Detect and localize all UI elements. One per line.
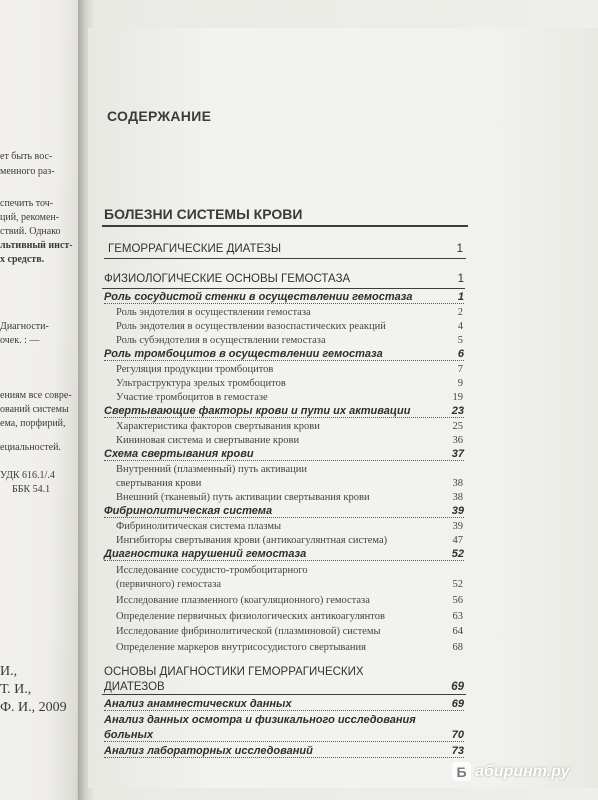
toc-entry-anamnesis-analysis (104, 696, 464, 710)
left-text-13: ециальностей. (0, 442, 61, 453)
toc-rule (102, 694, 466, 695)
toc-entry-page: 1 (457, 273, 464, 285)
toc-entry-page: 52 (452, 579, 463, 590)
toc-entry-text: Внутренний (плазменный) путь активации (116, 464, 307, 475)
toc-entry-text: больных (104, 729, 154, 741)
toc-entry-text: Регуляция продукции тромбоцитов (116, 364, 274, 375)
left-text-8: Диагности- (0, 321, 49, 332)
toc-entry-primary-anticoagulants (116, 608, 463, 622)
toc-entry-intrinsic-pathway (116, 461, 463, 475)
toc-entry-page: 73 (451, 745, 464, 757)
toc-entry-page: 6 (457, 348, 464, 360)
toc-entry-text: Характеристика факторов свертывания крови (116, 421, 320, 432)
toc-entry-page: 37 (451, 448, 464, 460)
toc-entry-page: 38 (452, 492, 463, 503)
left-text-11: ований системы (0, 404, 69, 415)
toc-entry-page: 19 (452, 392, 463, 403)
toc-entry-subendothelium (116, 332, 463, 346)
toc-entry-text: (первичного) гемостаза (116, 579, 221, 590)
toc-entry-text: Внешний (тканевый) путь активации свертывания крови (116, 492, 370, 503)
toc-entry-hemorrhagic-diatheses (108, 241, 463, 255)
toc-entry-platelet-ultrastructure (116, 375, 463, 389)
toc-entry-page: 5 (457, 335, 463, 346)
toc-dotted-rule (104, 757, 464, 758)
toc-entry-text: Ультраструктура зрелых тромбоцитов (116, 378, 286, 389)
left-text-9: очек. : — (0, 335, 40, 346)
toc-entry-exam-analysis-cont (104, 727, 464, 741)
toc-entry-diagnostics-basics-cont (104, 679, 464, 693)
section-rule (102, 225, 468, 227)
toc-entry-page: 9 (457, 378, 463, 389)
toc-entry-page: 47 (452, 535, 463, 546)
toc-entry-text: ОСНОВЫ ДИАГНОСТИКИ ГЕМОРРАГИЧЕСКИХ (104, 666, 364, 678)
toc-entry-text: свертывания крови (116, 478, 202, 489)
left-text-4: ций, рекомен- (0, 212, 60, 223)
toc-entry-page: 4 (457, 321, 463, 332)
toc-entry-endothelium-vasospastic (116, 318, 463, 332)
toc-entry-vascular-wall (104, 289, 464, 303)
toc-entry-text: Кининовая система и свертывание крови (116, 435, 300, 446)
toc-entry-plasma-hemostasis-study (116, 592, 463, 606)
toc-entry-page: 69 (451, 698, 464, 710)
toc-entry-text: Ингибиторы свертывания крови (антикоагулянтная система) (116, 535, 388, 546)
toc-entry-page: 63 (452, 611, 463, 622)
toc-entry-anticoagulant-system (116, 532, 463, 546)
toc-entry-text: Роль субэндотелия в осуществлении гемостаза (116, 335, 326, 346)
toc-entry-text: Анализ анамнестических данных (104, 698, 292, 710)
labirint-logo-text: абиринт.ру (475, 762, 570, 780)
toc-entry-text: Схема свертывания крови (104, 448, 254, 460)
toc-entry-clotting-factors (104, 403, 464, 417)
left-text-10: ениям все совре- (0, 390, 72, 401)
contents-title: СОДЕРЖАНИЕ (107, 108, 212, 124)
toc-entry-page: 52 (451, 548, 464, 560)
left-text-6: льтивный инст- (0, 240, 73, 251)
toc-entry-intrinsic-pathway-cont (116, 475, 463, 489)
left-text-7: х средств. (0, 254, 45, 265)
toc-rule (104, 258, 466, 259)
toc-entry-text: Роль сосудистой стенки в осуществлении гемостаза (104, 291, 413, 303)
toc-entry-page: 70 (451, 729, 464, 741)
toc-entry-text: Роль тромбоцитов в осуществлении гемостаза (104, 348, 383, 360)
toc-entry-text: ФИЗИОЛОГИЧЕСКИЕ ОСНОВЫ ГЕМОСТАЗА (104, 273, 351, 285)
toc-entry-text: Исследование плазменного (коагуляционного) гемостаза (116, 595, 370, 606)
toc-entry-factor-characteristics (116, 418, 463, 432)
toc-entry-text: Фибринолитическая система (104, 505, 273, 517)
toc-entry-platelet-participation (116, 389, 463, 403)
toc-entry-extrinsic-pathway (116, 489, 463, 503)
toc-entry-page: 39 (452, 521, 463, 532)
left-text-18: Ф. И., 2009 (0, 700, 67, 715)
toc-entry-page: 56 (452, 595, 463, 606)
left-text-1: ет быть вос- (0, 151, 53, 162)
toc-entry-text: Роль эндотелия в осуществлении вазоспастических реакций (116, 321, 386, 332)
left-text-16: И., (0, 664, 18, 679)
toc-entry-text: Определение маркеров внутрисосудистого свертывания (116, 642, 366, 653)
toc-entry-intravascular-markers (116, 639, 463, 653)
section-title: БОЛЕЗНИ СИСТЕМЫ КРОВИ (104, 206, 303, 222)
toc-entry-diagnostics-basics (104, 664, 464, 678)
toc-entry-page: 7 (457, 364, 463, 375)
toc-dotted-rule (104, 710, 464, 711)
toc-entry-vascular-platelet-study (116, 562, 463, 576)
toc-entry-page: 38 (452, 478, 463, 489)
toc-entry-text: Исследование сосудисто-тромбоцитарного (116, 565, 308, 576)
toc-dotted-rule (104, 560, 464, 561)
toc-entry-endothelium-hemostasis (116, 304, 463, 318)
toc-entry-page: 1 (457, 291, 464, 303)
toc-entry-platelets-role (104, 346, 464, 360)
toc-entry-text: ДИАТЕЗОВ (104, 681, 165, 693)
toc-entry-plasma-fibrinolysis (116, 518, 463, 532)
toc-entry-lab-analysis (104, 743, 464, 757)
left-text-2: менного раз- (0, 166, 55, 177)
toc-entry-page: 69 (451, 681, 464, 693)
left-text-3: спечить точ- (0, 198, 54, 209)
toc-entry-platelet-production (116, 361, 463, 375)
toc-entry-kinin-system (116, 432, 463, 446)
labirint-logo-icon: Б (452, 762, 471, 781)
toc-entry-exam-analysis (104, 712, 464, 726)
labirint-watermark (452, 762, 570, 781)
toc-entry-page: 39 (451, 505, 464, 517)
toc-entry-page: 64 (452, 626, 463, 637)
toc-entry-text: Свертывающие факторы крови и пути их активации (104, 405, 411, 417)
toc-entry-text: Анализ данных осмотра и физикального исследования (104, 714, 416, 726)
toc-entry-page: 25 (452, 421, 463, 432)
left-text-14: УДК 616.1/.4 (0, 470, 55, 481)
toc-entry-page: 68 (452, 642, 463, 653)
toc-entry-fibrinolytic-study (116, 623, 463, 637)
toc-entry-text: Анализ лабораторных исследований (104, 745, 313, 757)
toc-entry-page: 2 (457, 307, 463, 318)
toc-entry-hemostasis-diagnostics (104, 546, 464, 560)
toc-entry-coagulation-scheme (104, 446, 464, 460)
toc-entry-text: Роль эндотелия в осуществлении гемостаза (116, 307, 311, 318)
toc-entry-text: Исследование фибринолитической (плазминовой) системы (116, 626, 381, 637)
toc-entry-text: Определение первичных физиологических антикоагулянтов (116, 611, 385, 622)
toc-entry-page: 36 (452, 435, 463, 446)
toc-entry-text: ГЕМОРРАГИЧЕСКИЕ ДИАТЕЗЫ (108, 243, 282, 255)
toc-entry-text: Диагностика нарушений гемостаза (104, 548, 307, 560)
toc-entry-page: 23 (451, 405, 464, 417)
toc-entry-vascular-platelet-study-cont (116, 576, 463, 590)
toc-entry-page: 1 (456, 243, 463, 255)
left-text-5: ствий. Однако (0, 226, 61, 237)
toc-entry-text: Фибринолитическая система плазмы (116, 521, 282, 532)
left-text-17: Т. И., (0, 682, 32, 697)
toc-entry-physiological-basics (104, 271, 464, 285)
toc-entry-fibrinolytic-system (104, 503, 464, 517)
toc-dotted-rule (104, 741, 464, 742)
left-text-15: ББК 54.1 (12, 484, 51, 495)
toc-entry-text: Участие тромбоцитов в гемостазе (116, 392, 268, 403)
left-text-12: ема, порфирий, (0, 418, 66, 429)
